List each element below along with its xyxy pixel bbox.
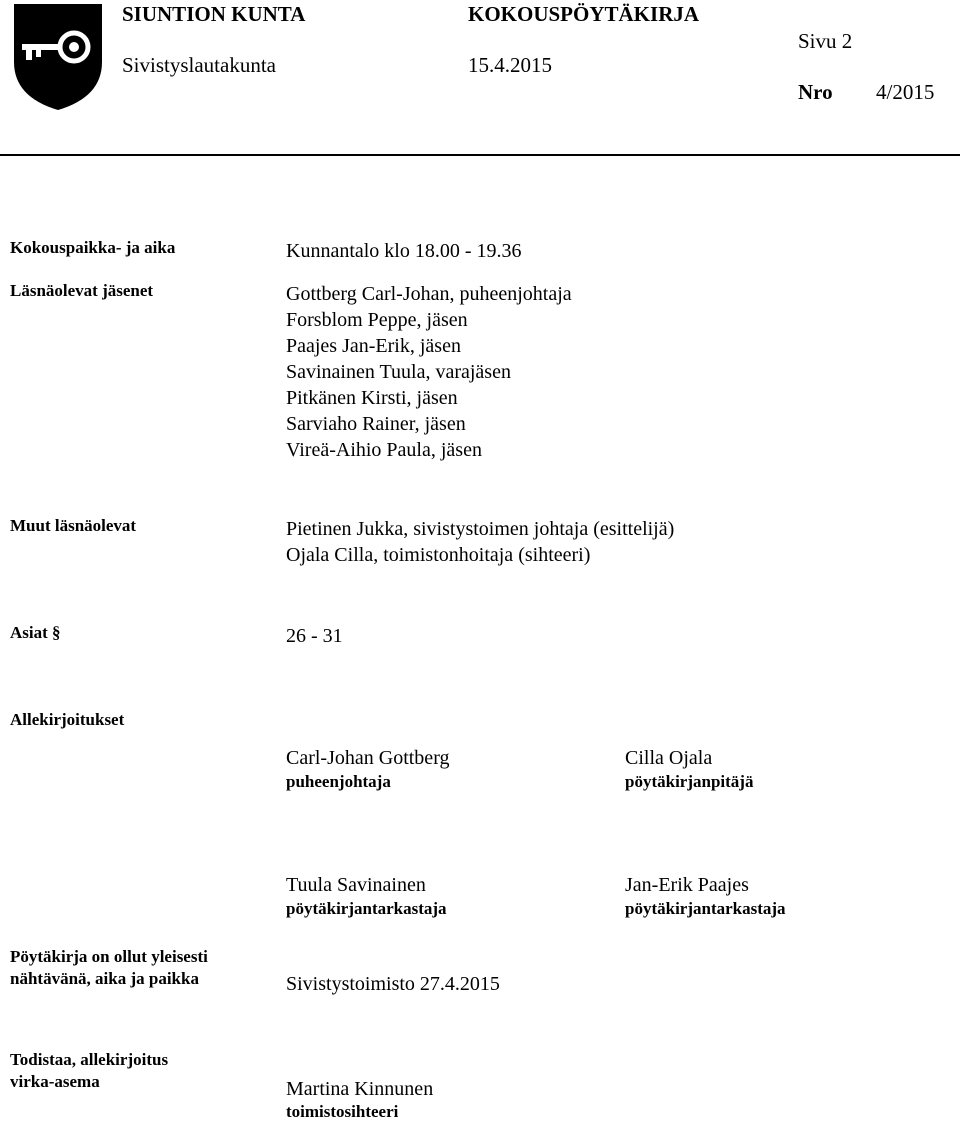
items-value: 26 - 31: [286, 625, 343, 647]
certify-name: Martina Kinnunen: [286, 1078, 434, 1100]
signatures-label: Allekirjoitukset: [10, 710, 125, 729]
list-item: Paajes Jan-Erik, jäsen: [286, 335, 461, 357]
coat-of-arms-icon: [12, 2, 104, 112]
items-label-text: Asiat: [10, 623, 48, 642]
signature-role: pöytäkirjanpitäjä: [625, 772, 754, 791]
number-label: Nro: [798, 80, 833, 104]
signature-role: pöytäkirjantarkastaja: [625, 899, 786, 918]
members-label: Läsnäolevat jäsenet: [10, 281, 154, 300]
list-item: Pietinen Jukka, sivistystoimen johtaja (esittelijä): [286, 518, 675, 540]
list-item: Forsblom Peppe, jäsen: [286, 309, 468, 331]
signature-name: Jan-Erik Paajes: [625, 874, 749, 896]
others-label: Muut läsnäolevat: [10, 516, 137, 535]
header-divider: [0, 154, 960, 156]
items-label: [10, 623, 61, 643]
list-item: Sarviaho Rainer, jäsen: [286, 413, 466, 435]
number-value: 4/2015: [876, 80, 935, 104]
list-item: Pitkänen Kirsti, jäsen: [286, 387, 458, 409]
meeting-place-label: Kokouspaikka- ja aika: [10, 238, 176, 257]
meeting-date: 15.4.2015: [468, 53, 552, 77]
others-list: [286, 516, 674, 568]
signature-role: puheenjohtaja: [286, 772, 391, 791]
page-number: Sivu 2: [798, 29, 853, 53]
certify-label: [10, 1049, 168, 1093]
signature-name: Carl-Johan Gottberg: [286, 747, 450, 769]
certify-label-line: virka-asema: [10, 1072, 100, 1091]
certify-role: toimistosihteeri: [286, 1102, 399, 1121]
signature-name: Cilla Ojala: [625, 747, 713, 769]
list-item: Vireä-Aihio Paula, jäsen: [286, 439, 482, 461]
board-name: Sivistyslautakunta: [122, 53, 276, 77]
meeting-place-value: Kunnantalo klo 18.00 - 19.36: [286, 240, 522, 262]
certify-label-line: Todistaa, allekirjoitus: [10, 1050, 169, 1069]
public-display-label: [10, 946, 208, 990]
signature-role: pöytäkirjantarkastaja: [286, 899, 447, 918]
document-type: KOKOUSPÖYTÄKIRJA: [468, 2, 700, 26]
public-display-label-line: nähtävänä, aika ja paikka: [10, 969, 199, 988]
members-list: [286, 281, 572, 463]
list-item: Gottberg Carl-Johan, puheenjohtaja: [286, 283, 572, 305]
municipality-name: SIUNTION KUNTA: [122, 2, 306, 26]
public-display-label-line: Pöytäkirja on ollut yleisesti: [10, 947, 208, 966]
public-display-value: Sivistystoimisto 27.4.2015: [286, 973, 500, 995]
list-item: Savinainen Tuula, varajäsen: [286, 361, 511, 383]
section-symbol: §: [52, 623, 61, 642]
list-item: Ojala Cilla, toimistonhoitaja (sihteeri): [286, 544, 591, 566]
signature-name: Tuula Savinainen: [286, 874, 426, 896]
